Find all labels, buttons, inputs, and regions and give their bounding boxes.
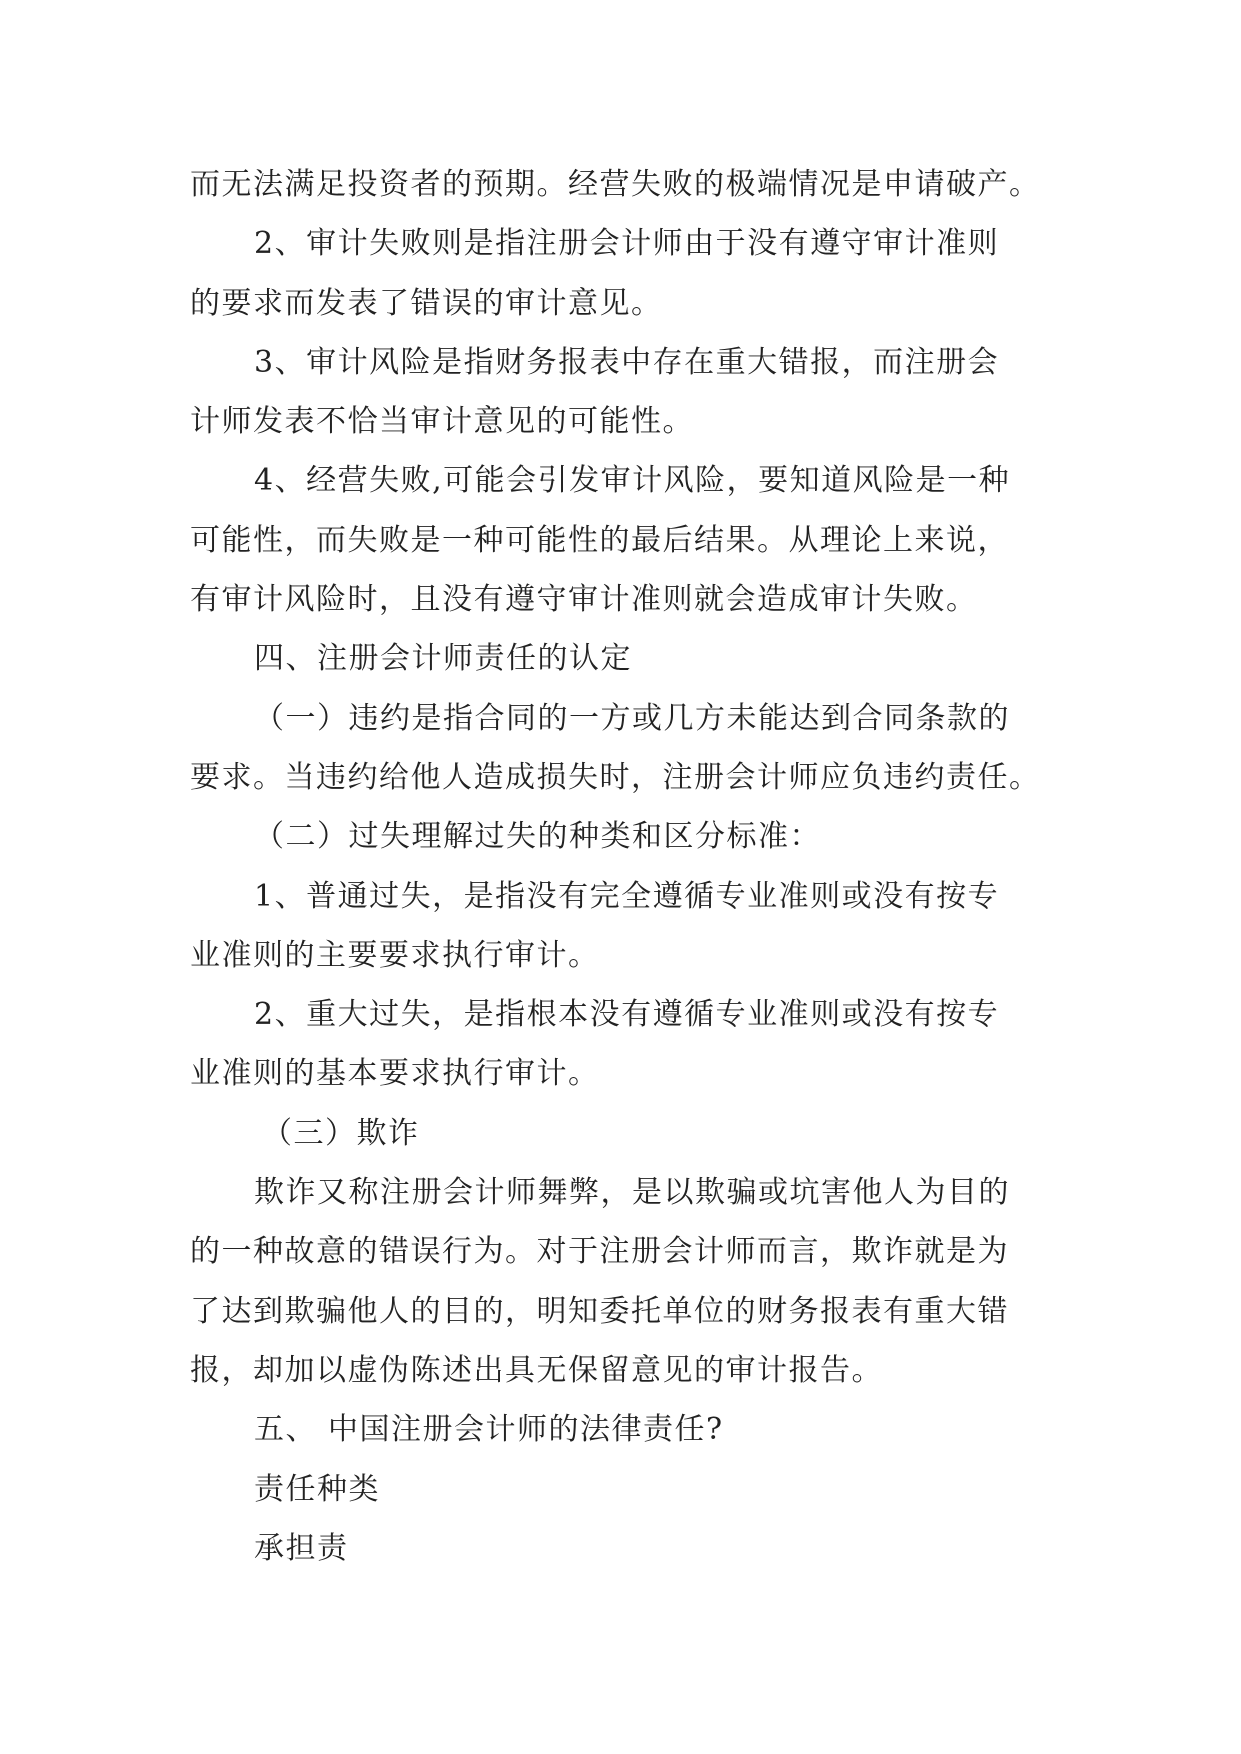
text-line-13: 1、普通过失，是指没有完全遵循专业准则或没有按专 — [254, 878, 1000, 914]
text-line-4: 3、审计风险是指财务报表中存在重大错报，而注册会 — [254, 344, 1000, 380]
section-heading-4: 四、注册会计师责任的认定 — [254, 641, 632, 677]
text-line-21: 报，却加以虚伪陈述出具无保留意见的审计报告。 — [190, 1352, 883, 1388]
text-line-14: 业准则的主要要求执行审计。 — [190, 937, 600, 973]
section-heading-5: 五、 中国注册会计师的法律责任? — [254, 1412, 724, 1448]
text-line-1: 而无法满足投资者的预期。经营失败的极端情况是申请破产。 — [190, 167, 1041, 202]
text-line-23: 责任种类 — [254, 1471, 380, 1507]
text-line-8: 有审计风险时，且没有遵守审计准则就会造成审计失败。 — [190, 582, 978, 618]
text-line-7: 可能性，而失败是一种可能性的最后结果。从理论上来说， — [190, 522, 1009, 558]
text-line-16: 业准则的基本要求执行审计。 — [190, 1056, 600, 1092]
text-line-12: （二）过失理解过失的种类和区分标准： — [254, 819, 821, 855]
text-line-15: 2、重大过失，是指根本没有遵循专业准则或没有按专 — [254, 997, 1000, 1033]
text-line-3: 的要求而发表了错误的审计意见。 — [190, 285, 663, 321]
text-line-18: 欺诈又称注册会计师舞弊，是以欺骗或坑害他人为目的 — [254, 1175, 1010, 1211]
text-line-24: 承担责 — [254, 1530, 349, 1566]
text-line-10: （一）违约是指合同的一方或几方未能达到合同条款的 — [254, 700, 1010, 736]
text-line-19: 的一种故意的错误行为。对于注册会计师而言，欺诈就是为 — [190, 1234, 1009, 1270]
text-line-5: 计师发表不恰当审计意见的可能性。 — [190, 404, 694, 440]
text-line-11: 要求。当违约给他人造成损失时，注册会计师应负违约责任。 — [190, 759, 1041, 795]
text-line-2: 2、审计失败则是指注册会计师由于没有遵守审计准则 — [254, 226, 1000, 262]
text-line-20: 了达到欺骗他人的目的，明知委托单位的财务报表有重大错 — [190, 1293, 1009, 1329]
subsection-heading-3: （三）欺诈 — [262, 1115, 420, 1151]
text-line-6: 4、经营失败,可能会引发审计风险，要知道风险是一种 — [254, 463, 1011, 499]
document-body — [190, 155, 1090, 1578]
